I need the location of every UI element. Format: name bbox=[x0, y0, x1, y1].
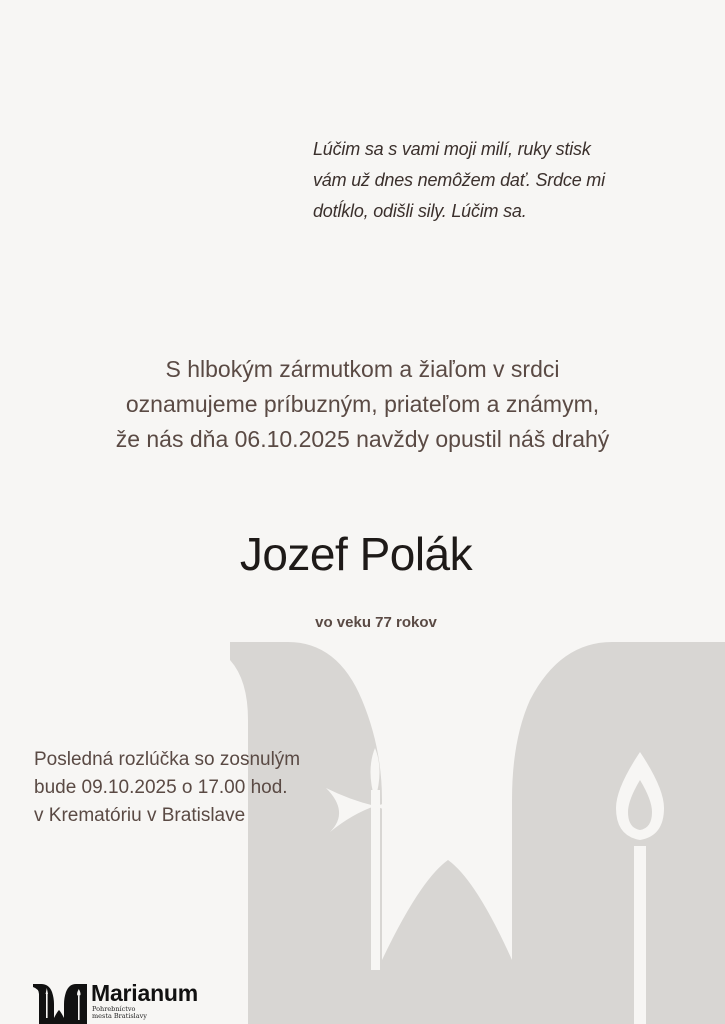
logo-name: Marianum bbox=[91, 980, 199, 1006]
announcement-line: že nás dňa 06.10.2025 navždy opustil náš drahý bbox=[115, 426, 610, 452]
announcement-line: S hlbokým zármutkom a žiaľom v srdci bbox=[165, 356, 560, 382]
marianum-logo-icon bbox=[33, 980, 87, 1024]
funeral-details bbox=[34, 746, 354, 830]
logo-text bbox=[91, 980, 198, 1020]
funeral-line: bude 09.10.2025 o 17.00 hod. bbox=[34, 777, 288, 798]
logo-subtitle bbox=[92, 1006, 198, 1020]
deceased-age: vo veku 77 rokov bbox=[315, 614, 437, 631]
poem-line: Lúčim sa s vami moji milí, ruky stisk bbox=[313, 139, 591, 159]
deceased-name: Jozef Polák bbox=[239, 528, 473, 580]
announcement-line: oznamujeme príbuzným, priateľom a známym, bbox=[125, 391, 600, 417]
marianum-logo bbox=[33, 980, 198, 1024]
emblem-middle bbox=[382, 860, 512, 1024]
farewell-poem bbox=[313, 134, 673, 227]
funeral-line: Posledná rozlúčka so zosnulým bbox=[34, 749, 301, 770]
poem-line: vám už dnes nemôžem dať. Srdce mi bbox=[313, 170, 605, 190]
poem-line: dotĺklo, odišli sily. Lúčim sa. bbox=[313, 201, 527, 221]
funeral-line: v Krematóriu v Bratislave bbox=[34, 805, 246, 826]
emblem-left-arch bbox=[230, 642, 382, 1024]
emblem-right-arch bbox=[512, 642, 725, 1024]
logo-subtitle-line: mesta Bratislavy bbox=[92, 1012, 147, 1020]
death-announcement bbox=[0, 352, 725, 457]
logo-subtitle-line: Pohrebníctvo bbox=[92, 1005, 136, 1013]
